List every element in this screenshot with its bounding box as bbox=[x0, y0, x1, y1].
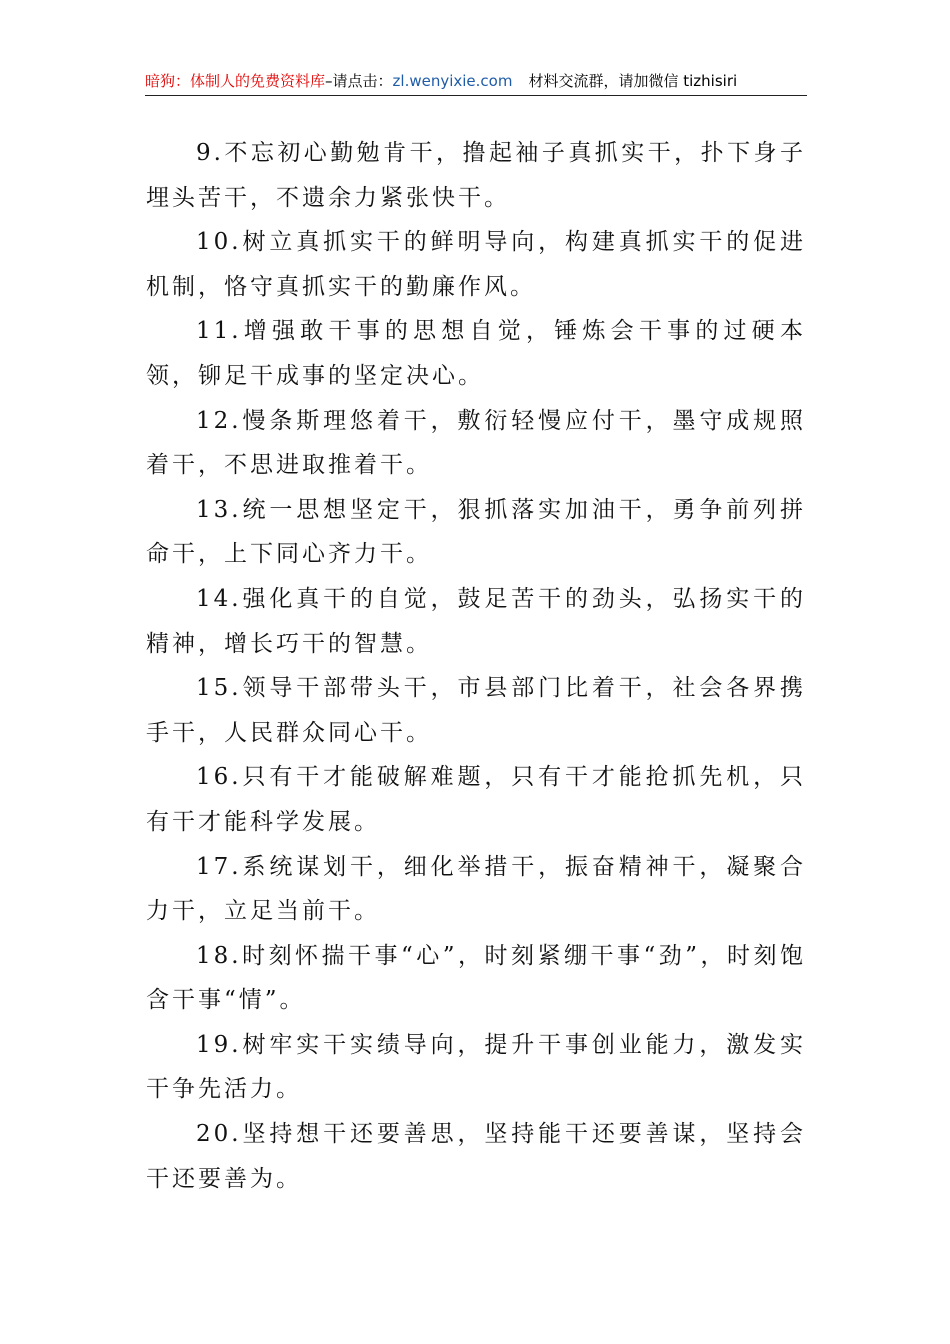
header-site-link[interactable]: zl.wenyixie.com bbox=[392, 72, 513, 90]
paragraph-14: 14.强化真干的自觉，鼓足苦干的劲头，弘扬实干的精神，增长巧干的智慧。 bbox=[146, 585, 806, 657]
header-click-label: –请点击： bbox=[325, 72, 393, 90]
paragraph-16: 16.只有干才能破解难题，只有干才能抢抓先机，只有干才能科学发展。 bbox=[146, 764, 806, 835]
header-site-name: 暗狗：体制人的免费资料库 bbox=[145, 72, 326, 90]
paragraph-20: 20.坚持想干还要善思，坚持能干还要善谋，坚持会干还要善为。 bbox=[146, 1121, 806, 1192]
document-body bbox=[146, 131, 806, 1201]
paragraph-10: 10.树立真抓实干的鲜明导向，构建真抓实干的促进机制，恪守真抓实干的勤廉作风。 bbox=[146, 229, 806, 300]
paragraph-18: 18.时刻怀揣干事“心”，时刻紧绷干事“劲”，时刻饱含干事“情”。 bbox=[146, 942, 806, 1014]
paragraph-15: 15.领导干部带头干，市县部门比着干，社会各界携手干，人民群众同心干。 bbox=[146, 675, 806, 746]
paragraph-17: 17.系统谋划干，细化举措干，振奋精神干，凝聚合力干，立足当前干。 bbox=[146, 853, 806, 925]
header-group-note: 材料交流群，请加微信 tizhisiri bbox=[528, 72, 738, 90]
paragraph-11: 11.增强敢干事的思想自觉，锤炼会干事的过硬本领，铆足干成事的坚定决心。 bbox=[146, 318, 806, 389]
paragraph-12: 12.慢条斯理悠着干，敷衍轻慢应付干，墨守成规照着干，不思进取推着干。 bbox=[146, 407, 806, 479]
paragraph-19: 19.树牢实干实绩导向，提升干事创业能力，激发实干争先活力。 bbox=[146, 1031, 806, 1103]
page-header bbox=[145, 68, 807, 94]
header-divider bbox=[145, 95, 807, 96]
paragraph-9: 9.不忘初心勤勉肯干，撸起袖子真抓实干，扑下身子埋头苦干，不遗余力紧张快干。 bbox=[146, 140, 806, 211]
paragraph-13: 13.统一思想坚定干，狠抓落实加油干，勇争前列拼命干，上下同心齐力干。 bbox=[146, 496, 806, 568]
